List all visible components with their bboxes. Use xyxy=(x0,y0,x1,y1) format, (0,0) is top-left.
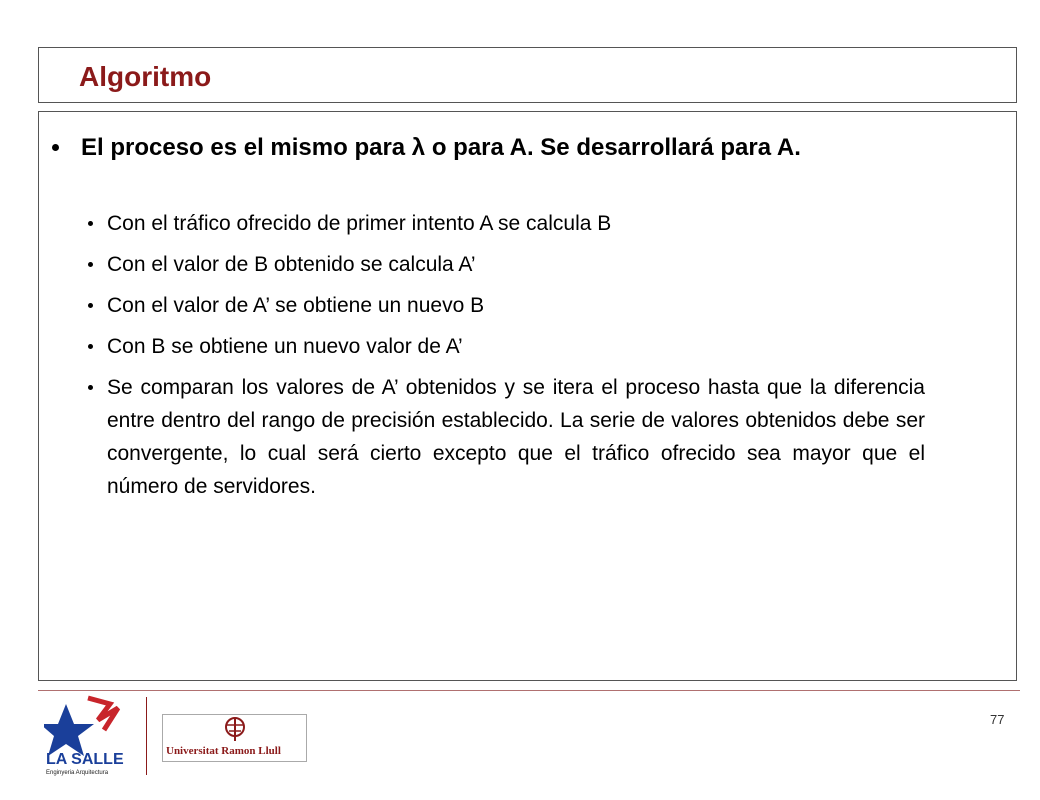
lasalle-logo xyxy=(44,694,136,776)
lasalle-logo-subtitle: Enginyeria Arquitectura xyxy=(46,770,109,776)
sub-bullet-text: Con el valor de B obtenido se calcula A’ xyxy=(107,253,476,276)
page-number: 77 xyxy=(990,712,1005,727)
sub-bullet-list xyxy=(107,207,925,511)
lasalle-logo-text: LA SALLE xyxy=(46,751,124,768)
slide-title: Algoritmo xyxy=(79,61,212,92)
url-logo xyxy=(162,714,307,762)
list-item xyxy=(107,248,925,281)
bullet-dot-icon xyxy=(88,385,93,390)
bullet-dot-icon xyxy=(88,303,93,308)
list-item xyxy=(107,330,925,363)
bullet-dot-icon xyxy=(88,262,93,267)
bullet-dot-icon xyxy=(52,144,59,151)
bullet-dot-icon xyxy=(88,344,93,349)
tree-icon xyxy=(163,715,308,745)
title-box xyxy=(38,47,1017,103)
footer-divider xyxy=(38,690,1020,691)
sub-bullet-text: Se comparan los valores de A’ obtenidos y se itera el proceso hasta que la diferencia entre dentro del rango de precisión establecido. La serie de valores obtenidos debe ser convergente, lo cual será cierto excepto que el tráfico ofrecido sea mayor que el número de servidores. xyxy=(107,376,925,498)
sub-bullet-text: Con el tráfico ofrecido de primer intento A se calcula B xyxy=(107,212,612,235)
list-item xyxy=(107,207,925,240)
sub-bullet-text: Con el valor de A’ se obtiene un nuevo B xyxy=(107,294,485,317)
logo-divider xyxy=(146,697,147,775)
url-logo-text: Universitat Ramon Llull xyxy=(166,745,281,757)
bullet-dot-icon xyxy=(88,221,93,226)
list-item xyxy=(107,371,925,503)
main-bullet-text: El proceso es el mismo para λ o para A. Se desarrollará para A. xyxy=(81,134,801,161)
sub-bullet-text: Con B se obtiene un nuevo valor de A’ xyxy=(107,335,463,358)
list-item xyxy=(107,289,925,322)
main-bullet xyxy=(81,130,961,165)
